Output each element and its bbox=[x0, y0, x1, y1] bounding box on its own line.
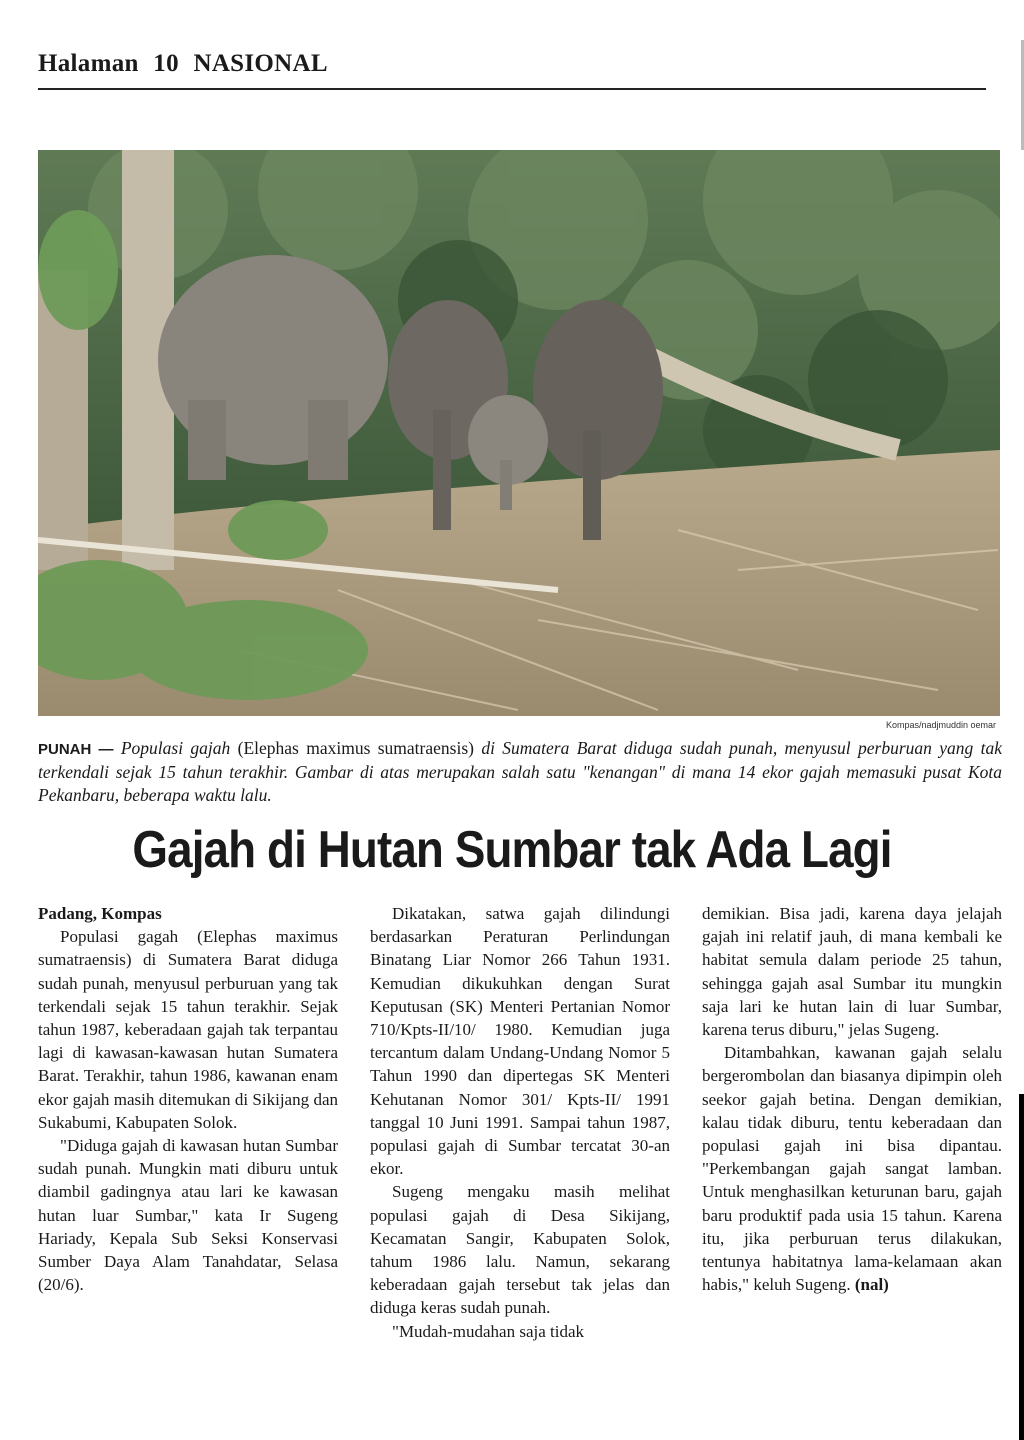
paragraph: Populasi gagah (Elephas maximus sumatraensis) di Sumatera Barat diduga sudah punah, menyusul perburuan yang tak terkendali sejak 15 tahun terakhir. Sejak tahun 1987, keberadaan gajah tak terpantau lagi di kawasan-kawasan hutan Sumatera Barat. Terakhir, tahun 1986, kawanan enam ekor gajah masih ditemukan di Sikijang dan Sukabumi, Kabupaten Solok. bbox=[38, 927, 338, 1132]
elephant-photo bbox=[38, 150, 1000, 716]
caption-species: (Elephas maximus sumatraensis) bbox=[237, 738, 474, 758]
caption-text-2: di Sumatera Barat diduga sudah punah, menyusul perburuan yang tak terkendali sejak 15 tahun terakhir. Gambar di atas merupakan salah satu "kenangan" di mana 14 ekor gajah memasuki pusat Kota Pekanbaru, beberapa waktu lalu. bbox=[38, 738, 1002, 805]
scan-edge-bottom bbox=[1019, 1094, 1024, 1440]
paragraph-final bbox=[702, 1041, 1002, 1296]
paragraph-text: Ditambahkan, kawanan gajah selalu bergerombolan dan biasanya dipimpin oleh seekor gajah betina. Dengan demikian, kalau tidak diburu, tentu keberadaan dan populasi gajah ini bisa dipantau. "Perkembangan gajah sangat lamban. Untuk menghasilkan keturunan baru, gajah baru produktif pada usia 15 tahun. Karena itu, jika perburuan terus dilakukan, tentunya habitatnya lama-kelamaan akan habis," keluh Sugeng. bbox=[702, 1043, 1002, 1295]
paragraph: Sugeng mengaku masih melihat populasi gajah di Desa Sikijang, Kecamatan Sangir, Kabupaten Solok, tahum 1986 lalu. Namun, sekarang keberadaan gajah tersebut tak jelas dan diduga keras sudah punah. bbox=[370, 1182, 670, 1318]
paragraph: demikian. Bisa jadi, karena daya jelajah gajah ini relatif jauh, di mana kembali ke habitat semula dalam periode 25 tahun, sehingga gajah asal Sumbar itu mungkin saja lari ke hutan lain di luar Sumbar, karena terus diburu," jelas Sugeng. bbox=[702, 904, 1002, 1040]
paragraph: Dikatakan, satwa gajah dilindungi berdasarkan Peraturan Perlindungan Binatang Liar Nomor 266 Tahun 1931. Kemudian dikukuhkan dengan Surat Keputusan (SK) Menteri Pertanian Nomor 710/Kpts-II/10/ 1980. Kemudian juga tercantum dalam Undang-Undang Nomor 5 Tahun 1990 dan dipertegas SK Menteri Kehutanan Nomor 301/ Kpts-II/ 1991 tanggal 10 Juni 1991. Sampai tahun 1987, populasi gajah di Sumbar tercatat 30-an ekor. bbox=[370, 904, 670, 1179]
article-column-2 bbox=[370, 902, 670, 1343]
caption-text-1: Populasi gajah bbox=[113, 738, 238, 758]
paragraph: "Diduga gajah di kawasan hutan Sumbar sudah punah. Mungkin mati diburu untuk diambil gadingnya atau lari ke kawasan hutan luar Sumbar," kata Ir Sugeng Hariady, Kepala Sub Seksi Konservasi Sumber Daya Alam Tanahdatar, Selasa (20/6). bbox=[38, 1136, 338, 1295]
page-number: 10 bbox=[153, 50, 179, 77]
paragraph: "Mudah-mudahan saja tidak bbox=[392, 1321, 584, 1341]
photo-caption bbox=[38, 737, 1002, 807]
article-dateline: Padang, Kompas bbox=[38, 904, 162, 923]
photo-credit: Kompas/nadjmuddin oemar bbox=[885, 720, 996, 730]
article-headline: Gajah di Hutan Sumbar tak Ada Lagi bbox=[132, 821, 892, 879]
header-rule bbox=[38, 88, 986, 90]
section-page-label: Halaman bbox=[38, 50, 139, 77]
section-name: NASIONAL bbox=[193, 50, 328, 77]
article-column-1 bbox=[38, 902, 338, 1296]
caption-tag: PUNAH — bbox=[38, 741, 114, 758]
article-column-3 bbox=[702, 902, 1002, 1296]
page-header bbox=[38, 50, 336, 78]
author-signoff: (nal) bbox=[854, 1275, 889, 1295]
